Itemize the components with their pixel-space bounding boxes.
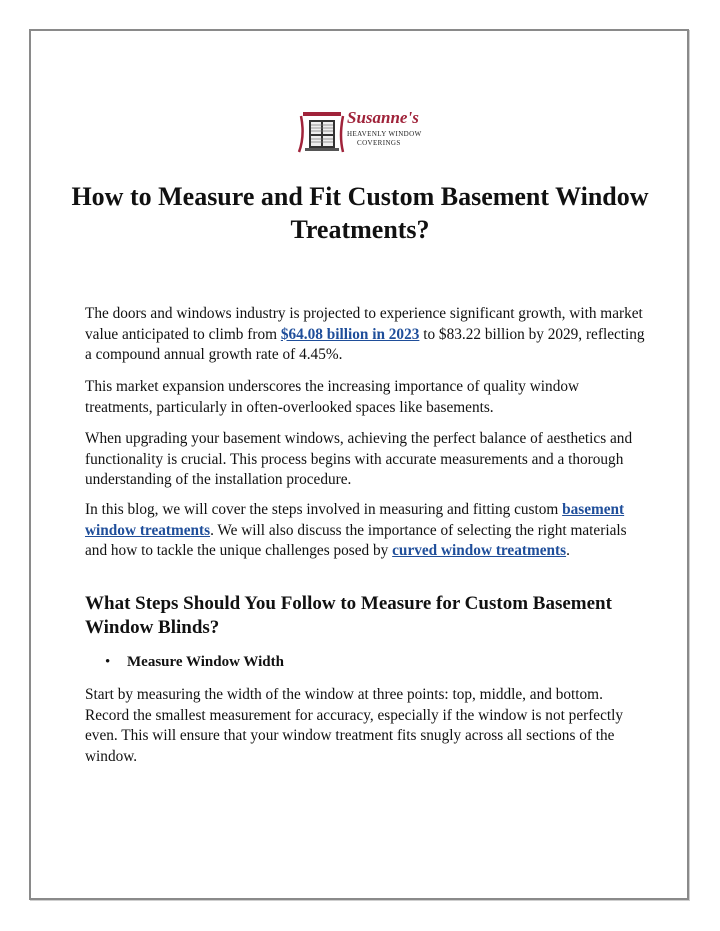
measure-width-paragraph: Start by measuring the width of the window at three points: top, middle, and bottom. Record the smallest measurement for accuracy, especially if the window is not perfectly even. This will ensure that your window treatment fits snugly across all sections of the window. [85, 686, 624, 765]
company-logo [295, 108, 425, 156]
logo-tagline-line1: HEAVENLY WINDOW [347, 130, 422, 138]
basement-window-treatments-link[interactable]: basement window treatments [85, 501, 625, 539]
market-paragraph: This market expansion underscores the increasing importance of quality window treatments, particularly in often-overlooked spaces like basements. [85, 378, 580, 416]
intro-paragraph [85, 304, 645, 366]
section-heading: What Steps Should You Follow to Measure for Custom Basement Window Blinds? [85, 593, 612, 638]
overview-text-mid: . We will also discuss the importance of selecting the right materials and how to tackle the unique challenges posed by [85, 521, 627, 559]
blog-overview-paragraph [85, 500, 645, 562]
overview-text-end: . [566, 542, 570, 559]
intro-text-end: to $83.22 billion by 2029, reflecting a compound annual growth rate of 4.45%. [85, 325, 645, 363]
curved-window-treatments-link[interactable]: curved window treatments [392, 542, 567, 559]
bullet-text: Measure Window Width [127, 654, 284, 670]
page-title: How to Measure and Fit Custom Basement Window Treatments? [71, 182, 649, 244]
market-value-link[interactable]: $64.08 billion in 2023 [280, 325, 420, 343]
logo-brand-name: Susanne's [347, 108, 419, 127]
bullet-marker: • [105, 654, 111, 670]
overview-text-start: In this blog, we will cover the steps involved in measuring and fitting custom [85, 501, 563, 518]
intro-text-start: The doors and windows industry is projected to experience significant growth, with market value anticipated to climb from [85, 305, 643, 343]
bullet-item [105, 654, 284, 671]
window-logo-icon [295, 108, 345, 156]
upgrade-paragraph: When upgrading your basement windows, achieving the perfect balance of aesthetics and functionality is crucial. This process begins with accurate measurements and a thorough understanding of the installation procedure. [85, 430, 633, 488]
logo-tagline-line2: COVERINGS [357, 139, 401, 147]
